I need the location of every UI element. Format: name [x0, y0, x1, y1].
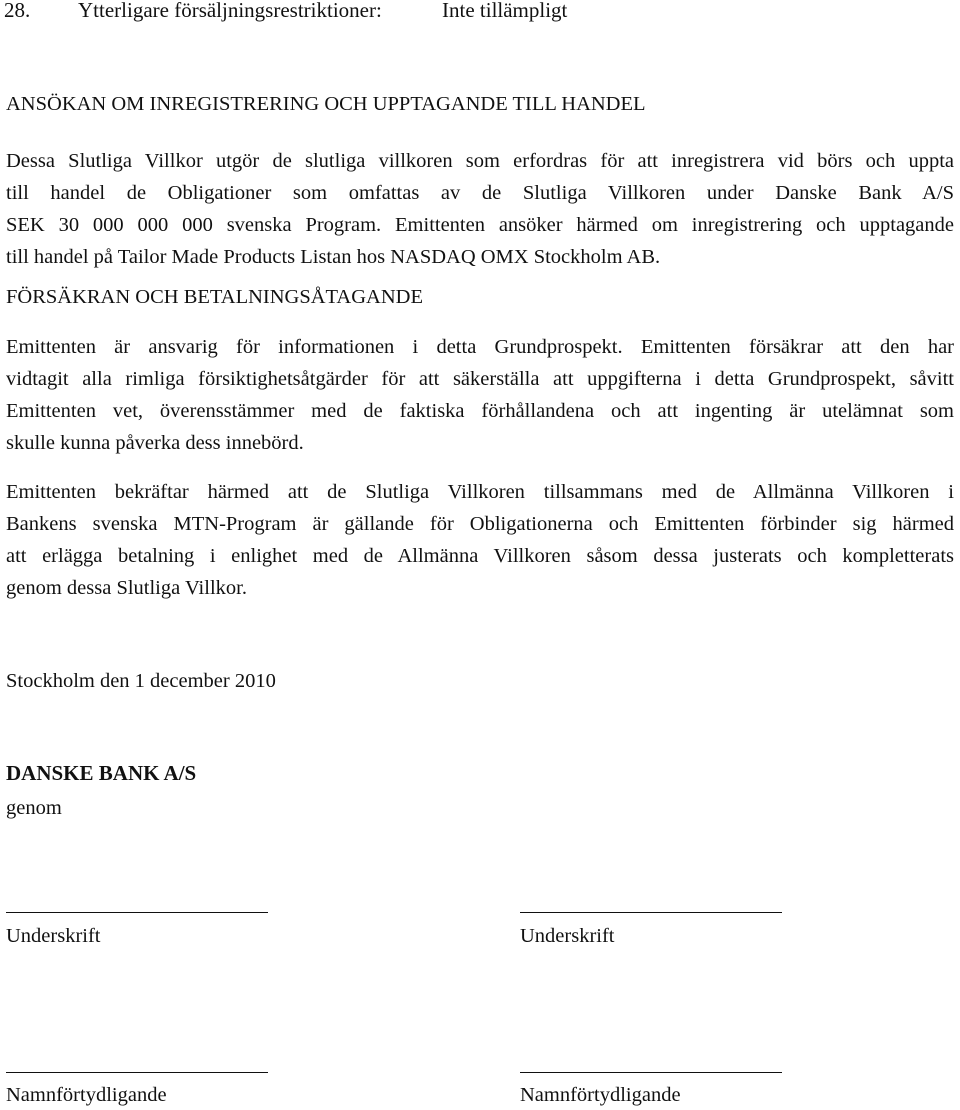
paragraph-line: Bankens svenska MTN-Program är gällande för Obligationerna och Emittenten förbinder sig härmed [6, 513, 954, 535]
signature-line-left [6, 912, 268, 913]
paragraph-line: Emittenten vet, överensstämmer med de faktiska förhållandena och att ingenting är utelämnat som [6, 400, 954, 422]
signature-label-left: Underskrift [6, 925, 101, 947]
paragraph-line: genom dessa Slutliga Villkor. [6, 577, 247, 599]
name-label-right: Namnförtydligande [520, 1084, 681, 1106]
paragraph-line: till handel på Tailor Made Products Listan hos NASDAQ OMX Stockholm AB. [6, 246, 661, 268]
issuer-by: genom [6, 797, 62, 819]
paragraph-line: vidtagit alla rimliga försiktighetsåtgärder för att säkerställa att uppgifterna i detta Grundprospekt, såvitt [6, 368, 954, 390]
name-line-right [520, 1072, 782, 1073]
paragraph-line: till handel de Obligationer som omfattas av de Slutliga Villkoren under Danske Bank A/S [6, 182, 954, 204]
assurance-paragraph-1 [6, 331, 954, 459]
issuer-name: DANSKE BANK A/S [6, 761, 197, 785]
name-label-left: Namnförtydligande [6, 1084, 167, 1106]
signature-label-right: Underskrift [520, 925, 615, 947]
paragraph-line: SEK 30 000 000 000 svenska Program. Emittenten ansöker härmed om inregistrering och upptagande [6, 214, 954, 236]
paragraph-line: Emittenten är ansvarig för informationen i detta Grundprospekt. Emittenten försäkrar att den har [6, 336, 954, 358]
section-heading-assurance: FÖRSÄKRAN OCH BETALNINGSÅTAGANDE [6, 286, 423, 308]
signature-line-right [520, 912, 782, 913]
paragraph-line: Emittenten bekräftar härmed att de Slutliga Villkoren tillsammans med de Allmänna Villkoren i [6, 481, 954, 503]
item-value: Inte tillämpligt [442, 0, 568, 22]
place-date: Stockholm den 1 december 2010 [6, 670, 276, 692]
paragraph-line: skulle kunna påverka dess innebörd. [6, 432, 304, 454]
listing-paragraph [6, 145, 954, 273]
paragraph-line: att erlägga betalning i enlighet med de Allmänna Villkoren såsom dessa justerats och kompletterats [6, 545, 954, 567]
section-heading-listing: ANSÖKAN OM INREGISTRERING OCH UPPTAGANDE TILL HANDEL [6, 93, 646, 115]
assurance-paragraph-2 [6, 476, 954, 604]
item-number: 28. [4, 0, 31, 22]
name-line-left [6, 1072, 268, 1073]
item-label: Ytterligare försäljningsrestriktioner: [78, 0, 382, 22]
paragraph-line: Dessa Slutliga Villkor utgör de slutliga villkoren som erfordras för att inregistrera vid börs och uppta [6, 150, 954, 172]
